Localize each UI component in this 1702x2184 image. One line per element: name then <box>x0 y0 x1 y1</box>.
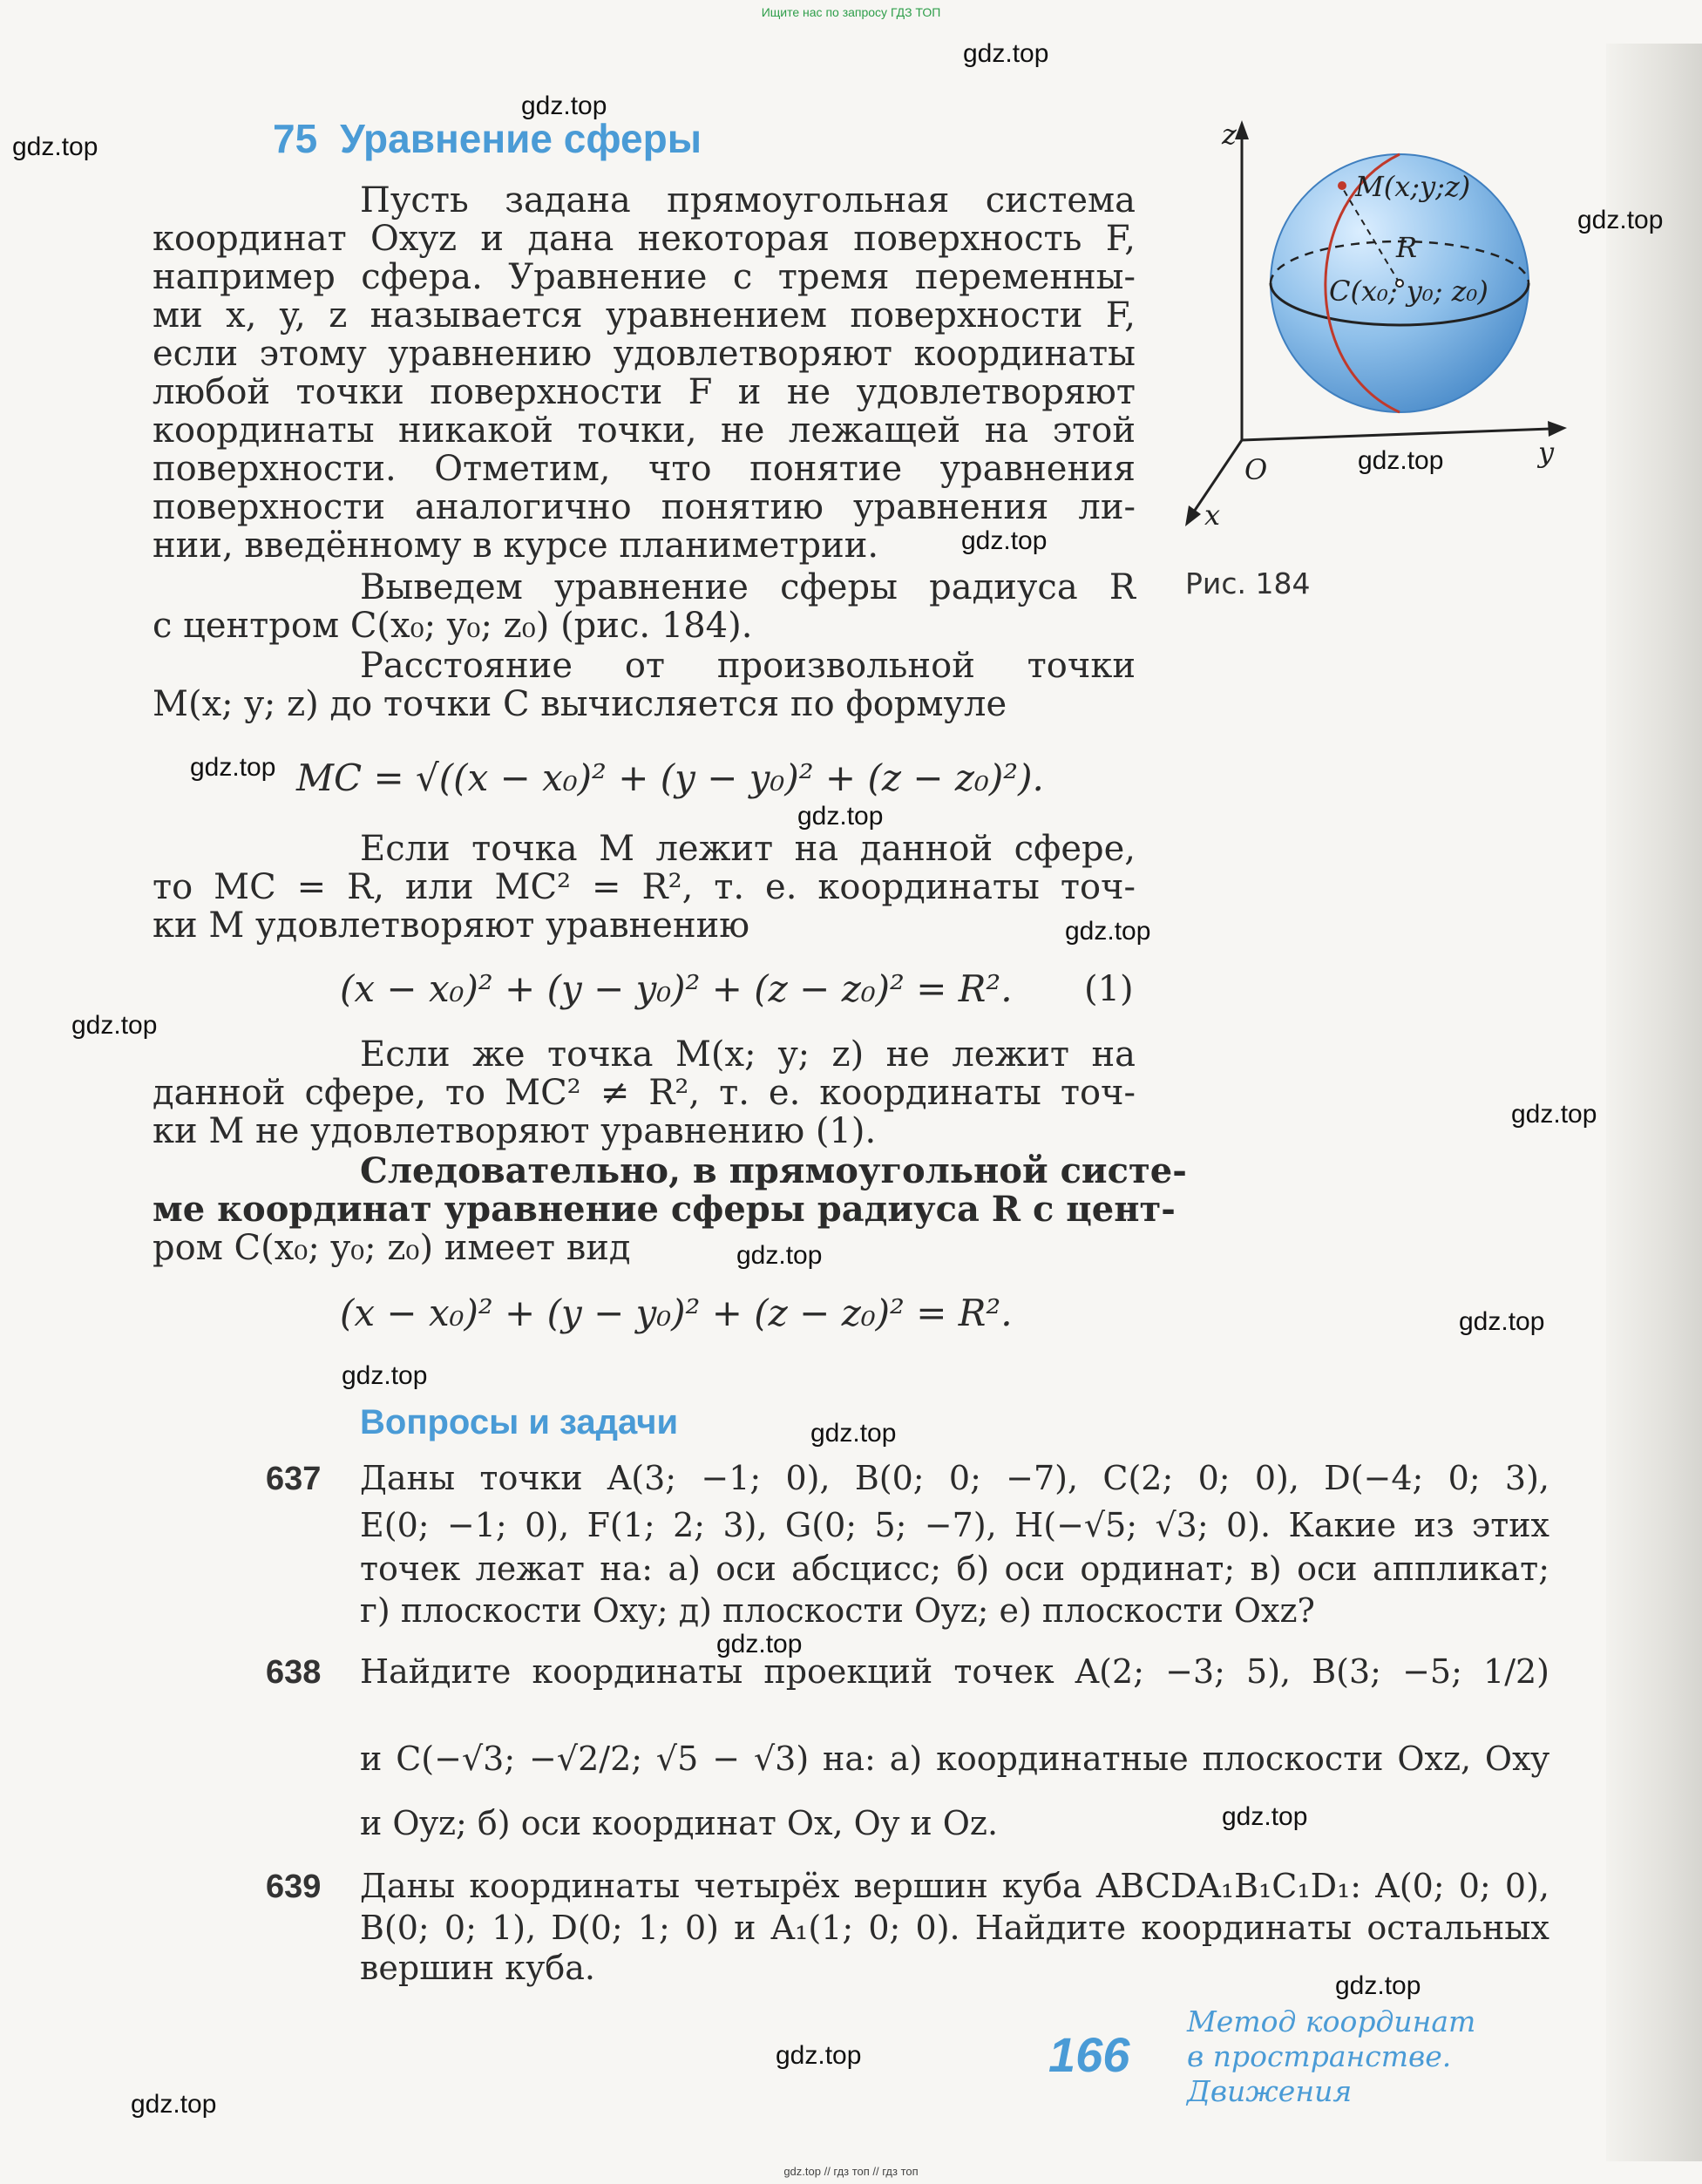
header-note[interactable]: Ищите нас по запросу ГДЗ ТОП <box>761 5 941 19</box>
watermark: gdz.top <box>716 1630 803 1658</box>
text-line: поверхности. Отметим, что понятие уравнения <box>153 449 1136 489</box>
watermark: gdz.top <box>342 1361 428 1390</box>
questions-heading: Вопросы и задачи <box>360 1403 679 1441</box>
watermark: gdz.top <box>1222 1802 1308 1831</box>
text-line: ром C(x₀; y₀; z₀) имеет вид <box>153 1228 631 1268</box>
text-line: ме координат уравнение сферы радиуса R с цент- <box>153 1189 1176 1230</box>
text-line: Если точка M лежит на данной сфере, <box>360 829 1136 869</box>
label-r: R <box>1396 231 1418 264</box>
page-edge-shadow <box>1606 44 1702 2161</box>
footer-note[interactable]: gdz.top // гдз топ // гдз топ <box>783 2165 919 2178</box>
problem-line: Найдите координаты проекций точек A(2; −3; 5), B(3; −5; 1/2) <box>360 1652 1549 1691</box>
page-number: 166 <box>1048 2027 1130 2082</box>
text-line: нии, введённому в курсе планиметрии. <box>153 526 879 566</box>
watermark: gdz.top <box>190 753 276 782</box>
label-x: x <box>1204 499 1221 532</box>
label-m: M(x;y;z) <box>1355 170 1471 203</box>
text-line: ки M удовлетворяют уравнению <box>153 905 750 946</box>
problem-line: г) плоскости Oxy; д) плоскости Oyz; е) плоскости Oxz? <box>360 1591 1315 1630</box>
watermark: gdz.top <box>963 39 1049 68</box>
figure-caption: Рис. 184 <box>1185 566 1311 600</box>
problem-number: 638 <box>266 1654 322 1691</box>
text-line: Если же точка M(x; y; z) не лежит на <box>360 1034 1136 1075</box>
sphere-equation-1: (x − x₀)² + (y − y₀)² + (z − z₀)² = R². <box>340 967 1013 1010</box>
problem-line: и C(−√3; −√2/2; √5 − √3) на: а) координатные плоскости Oxz, Oxy <box>360 1740 1549 1778</box>
watermark: gdz.top <box>1065 917 1151 946</box>
text-line: если этому уравнению удовлетворяют координаты <box>153 334 1136 374</box>
watermark: gdz.top <box>131 2090 217 2119</box>
watermark: gdz.top <box>1358 446 1444 475</box>
watermark: gdz.top <box>736 1241 823 1270</box>
distance-formula: MC = √((x − x₀)² + (y − y₀)² + (z − z₀)²). <box>296 756 1044 799</box>
watermark: gdz.top <box>776 2041 862 2070</box>
y-axis <box>1242 429 1551 440</box>
chapter-footer <box>1187 2004 1475 2109</box>
problem-line: Даны координаты четырёх вершин куба ABCDA₁B₁C₁D₁: A(0; 0; 0), <box>360 1867 1549 1905</box>
label-o: O <box>1244 453 1268 486</box>
text-line: M(x; y; z) до точки C вычисляется по формуле <box>153 684 1007 724</box>
section-title <box>273 115 702 162</box>
problem-line: вершин куба. <box>360 1949 595 1987</box>
text-line: Пусть задана прямоугольная система <box>360 180 1136 220</box>
label-c: C(x₀; y₀; z₀) <box>1329 275 1488 308</box>
watermark: gdz.top <box>961 526 1048 555</box>
label-z: z <box>1222 118 1237 151</box>
problem-number: 639 <box>266 1869 322 1905</box>
text-line: ки M не удовлетворяют уравнению (1). <box>153 1111 877 1151</box>
problem-line: B(0; 0; 1), D(0; 1; 0) и A₁(1; 0; 0). Найдите координаты остальных <box>360 1909 1549 1947</box>
sphere-equation-final: (x − x₀)² + (y − y₀)² + (z − z₀)² = R². <box>340 1292 1013 1334</box>
problem-line: и Oyz; б) оси координат Ox, Oy и Oz. <box>360 1804 999 1842</box>
text-line: например сфера. Уравнение с тремя переменны- <box>153 257 1136 297</box>
watermark: gdz.top <box>1511 1100 1597 1129</box>
label-y: y <box>1538 436 1555 469</box>
text-line: координаты никакой точки, не лежащей на этой <box>153 410 1136 451</box>
watermark: gdz.top <box>810 1419 897 1448</box>
text-line: Выведем уравнение сферы радиуса R <box>360 567 1136 607</box>
text-line: поверхности аналогично понятию уравнения ли- <box>153 487 1136 527</box>
section-title-text: Уравнение сферы <box>340 116 702 161</box>
problem-line: E(0; −1; 0), F(1; 2; 3), G(0; 5; −7), H(−√5; √3; 0). Какие из этих <box>360 1506 1549 1544</box>
z-axis-arrow-icon <box>1235 120 1249 139</box>
text-line: ми x, y, z называется уравнением поверхности F, <box>153 295 1136 336</box>
watermark: gdz.top <box>797 802 884 831</box>
text-line: координат Oxyz и дана некоторая поверхность F, <box>153 219 1136 259</box>
equation-label: (1) <box>1084 969 1134 1009</box>
section-number: 75 <box>273 116 318 161</box>
watermark: gdz.top <box>71 1011 158 1040</box>
text-line: Расстояние от произвольной точки <box>360 646 1136 686</box>
watermark: gdz.top <box>1335 1971 1421 2000</box>
problem-line: Даны точки A(3; −1; 0), B(0; 0; −7), C(2; 0; 0), D(−4; 0; 3), <box>360 1459 1549 1497</box>
problem-number: 637 <box>266 1461 322 1497</box>
text-line: любой точки поверхности F и не удовлетворяют <box>153 372 1136 412</box>
sphere-figure <box>1168 105 1569 558</box>
chapter-footer-line: Движения <box>1187 2074 1353 2108</box>
problem-line: точек лежат на: а) оси абсцисс; б) оси ординат; в) оси аппликат; <box>360 1550 1549 1588</box>
watermark: gdz.top <box>12 132 98 161</box>
point-m <box>1338 181 1346 190</box>
text-line: данной сфере, то MC² ≠ R², т. е. координаты точ- <box>153 1073 1136 1113</box>
watermark: gdz.top <box>1459 1307 1545 1336</box>
x-axis-arrow-icon <box>1185 505 1201 526</box>
chapter-footer-line: в пространстве. <box>1187 2039 1452 2073</box>
text-line: то MC = R, или MC² = R², т. е. координаты точ- <box>153 867 1136 907</box>
y-axis-arrow-icon <box>1548 421 1567 437</box>
chapter-footer-line: Метод координат <box>1187 2004 1476 2038</box>
text-line: Следовательно, в прямоугольной систе- <box>360 1150 1187 1191</box>
watermark: gdz.top <box>1577 206 1664 234</box>
watermark: gdz.top <box>521 92 607 120</box>
text-line: с центром C(x₀; y₀; z₀) (рис. 184). <box>153 606 753 646</box>
